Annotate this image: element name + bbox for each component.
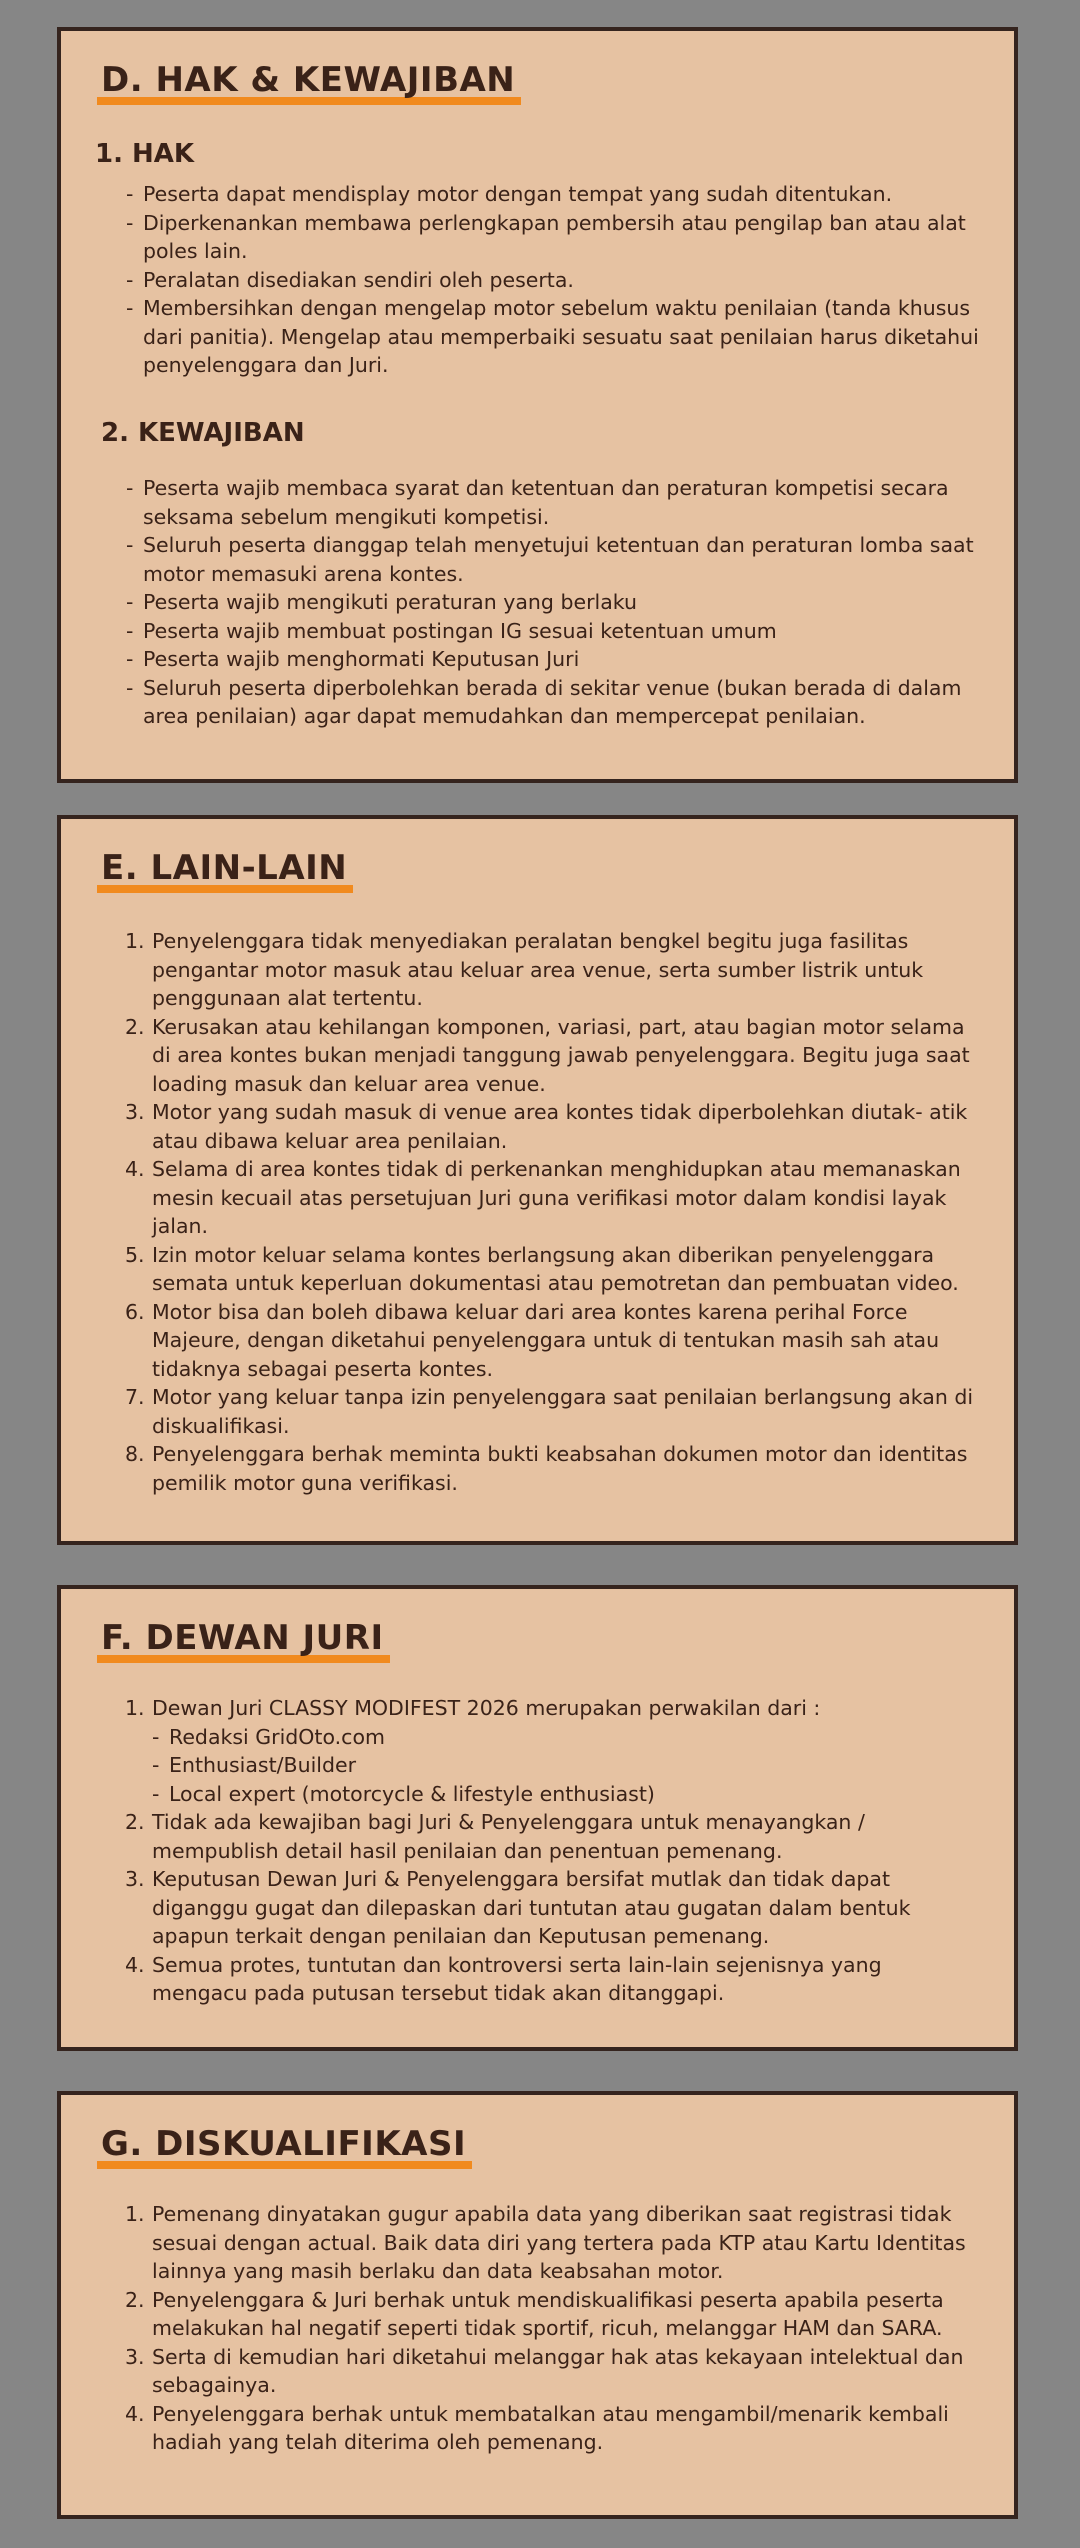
section-e-card [57,815,1018,1545]
section-d-card [57,27,1018,783]
list-item: 4. Penyelenggara berhak untuk membatalkan atau mengambil/menarik kembali hadiah yang telah diterima oleh pemenang. [125,2401,949,2454]
dewan-juri-list [125,1694,975,2008]
list-item: - Peserta wajib menghormati Keputusan Juri [126,645,984,674]
list-item: 3. Motor yang sudah masuk di venue area kontes tidak diperbolehkan diutak- atik atau dibawa keluar area penilaian. [125,1100,968,1153]
kewajiban-list [126,474,984,731]
section-e-heading: E. LAIN-LAIN [97,845,353,891]
list-item: 2. Tidak ada kewajiban bagi Juri & Penyelenggara untuk menayangkan / mempublish detail hasil penilaian dan penentuan pemenang. [125,1810,865,1863]
list-item: 7. Motor yang keluar tanpa izin penyelenggara saat penilaian berlangsung akan di diskualifikasi. [125,1385,974,1438]
list-item: 2. Kerusakan atau kehilangan komponen, variasi, part, atau bagian motor selama di area kontes bukan menjadi tanggung jawab penyelenggara. Begitu juga saat loading masuk dan keluar area venue. [125,1014,970,1096]
sublist-item: - Local expert (motorcycle & lifestyle enthusiast) [152,1780,975,1809]
list-item: 6. Motor bisa dan boleh dibawa keluar dari area kontes karena perihal Force Majeure, dengan diketahui penyelenggara untuk di tentukan masih sah atau tidaknya sebagai peserta kontes. [125,1299,940,1381]
list-item: 3. Keputusan Dewan Juri & Penyelenggara bersifat mutlak dan tidak dapat diganggu gugat dan dilepaskan dari tuntutan atau gugatan dalam bentuk apapun terkait dengan penilaian dan Keputusan pemenang. [125,1867,911,1948]
diskualifikasi-list [125,2200,975,2457]
list-item: 4. Semua protes, tuntutan dan kontroversi serta lain-lain sejenisnya yang mengacu pada putusan tersebut tidak akan ditanggapi. [125,1952,882,2005]
hak-list [126,180,984,380]
list-item: 1. Dewan Juri CLASSY MODIFEST 2026 merupakan perwakilan dari : - Redaksi GridOto.com - Enthusiast/Builder - Local expert (motorcycle & lifestyle enthusiast) [125,1694,975,1808]
list-item: 3. Serta di kemudian hari diketahui melanggar hak atas kekayaan intelektual dan sebagainya. [125,2344,964,2397]
list-item: - Peserta wajib mengikuti peraturan yang berlaku [126,588,984,617]
sublist-item: - Enthusiast/Builder [152,1751,975,1780]
list-item: - Membersihkan dengan mengelap motor sebelum waktu penilaian (tanda khusus dari panitia). Mengelap atau memperbaiki sesuatu saat penilaian harus diketahui penyelenggara dan Juri. [126,294,984,380]
list-item: 5. Izin motor keluar selama kontes berlangsung akan diberikan penyelenggara semata untuk keperluan dokumentasi atau pemotretan dan pembuatan video. [125,1242,959,1295]
section-f-heading: F. DEWAN JURI [97,1615,390,1661]
section-f-card [57,1585,1018,2051]
list-item: - Seluruh peserta dianggap telah menyetujui ketentuan dan peraturan lomba saat motor memasuki arena kontes. [126,531,984,588]
list-item: - Peserta wajib membuat postingan IG sesuai ketentuan umum [126,617,984,646]
sublist-item: - Redaksi GridOto.com [152,1723,975,1752]
list-item: 1. Pemenang dinyatakan gugur apabila data yang diberikan saat registrasi tidak sesuai dengan actual. Baik data diri yang tertera pada KTP atau Kartu Identitas lainnya yang masih berlaku dan data keabsahan motor. [125,2202,966,2283]
lain-lain-list [125,927,975,1497]
list-item: 2. Penyelenggara & Juri berhak untuk mendiskualifikasi peserta apabila peserta melakukan hal negatif seperti tidak sportif, ricuh, melanggar HAM dan SARA. [125,2287,944,2340]
section-d-heading: D. HAK & KEWAJIBAN [97,57,521,103]
section-g-card [57,2091,1018,2519]
list-item: - Diperkenankan membawa perlengkapan pembersih atau pengilap ban atau alat poles lain. [126,209,984,266]
list-item: 1. Penyelenggara tidak menyediakan peralatan bengkel begitu juga fasilitas pengantar motor masuk atau keluar area venue, serta sumber listrik untuk penggunaan alat tertentu. [125,929,924,1010]
list-item: - Seluruh peserta diperbolehkan berada di sekitar venue (bukan berada di dalam area penilaian) agar dapat memudahkan dan mempercepat penilaian. [126,674,984,731]
kewajiban-title: 2. KEWAJIBAN [101,418,305,448]
hak-title: 1. HAK [95,139,195,169]
section-g-heading: G. DISKUALIFIKASI [97,2121,472,2167]
juri-sublist [152,1723,975,1809]
list-item: - Peserta dapat mendisplay motor dengan tempat yang sudah ditentukan. [126,180,984,209]
list-item: 4. Selama di area kontes tidak di perkenankan menghidupkan atau memanaskan mesin kecuail atas persetujuan Juri guna verifikasi motor dalam kondisi layak jalan. [125,1157,961,1238]
list-item: - Peralatan disediakan sendiri oleh peserta. [126,266,984,295]
list-item: 8. Penyelenggara berhak meminta bukti keabsahan dokumen motor dan identitas pemilik motor guna verifikasi. [125,1442,968,1495]
list-item: - Peserta wajib membaca syarat dan ketentuan dan peraturan kompetisi secara seksama sebelum mengikuti kompetisi. [126,474,984,531]
